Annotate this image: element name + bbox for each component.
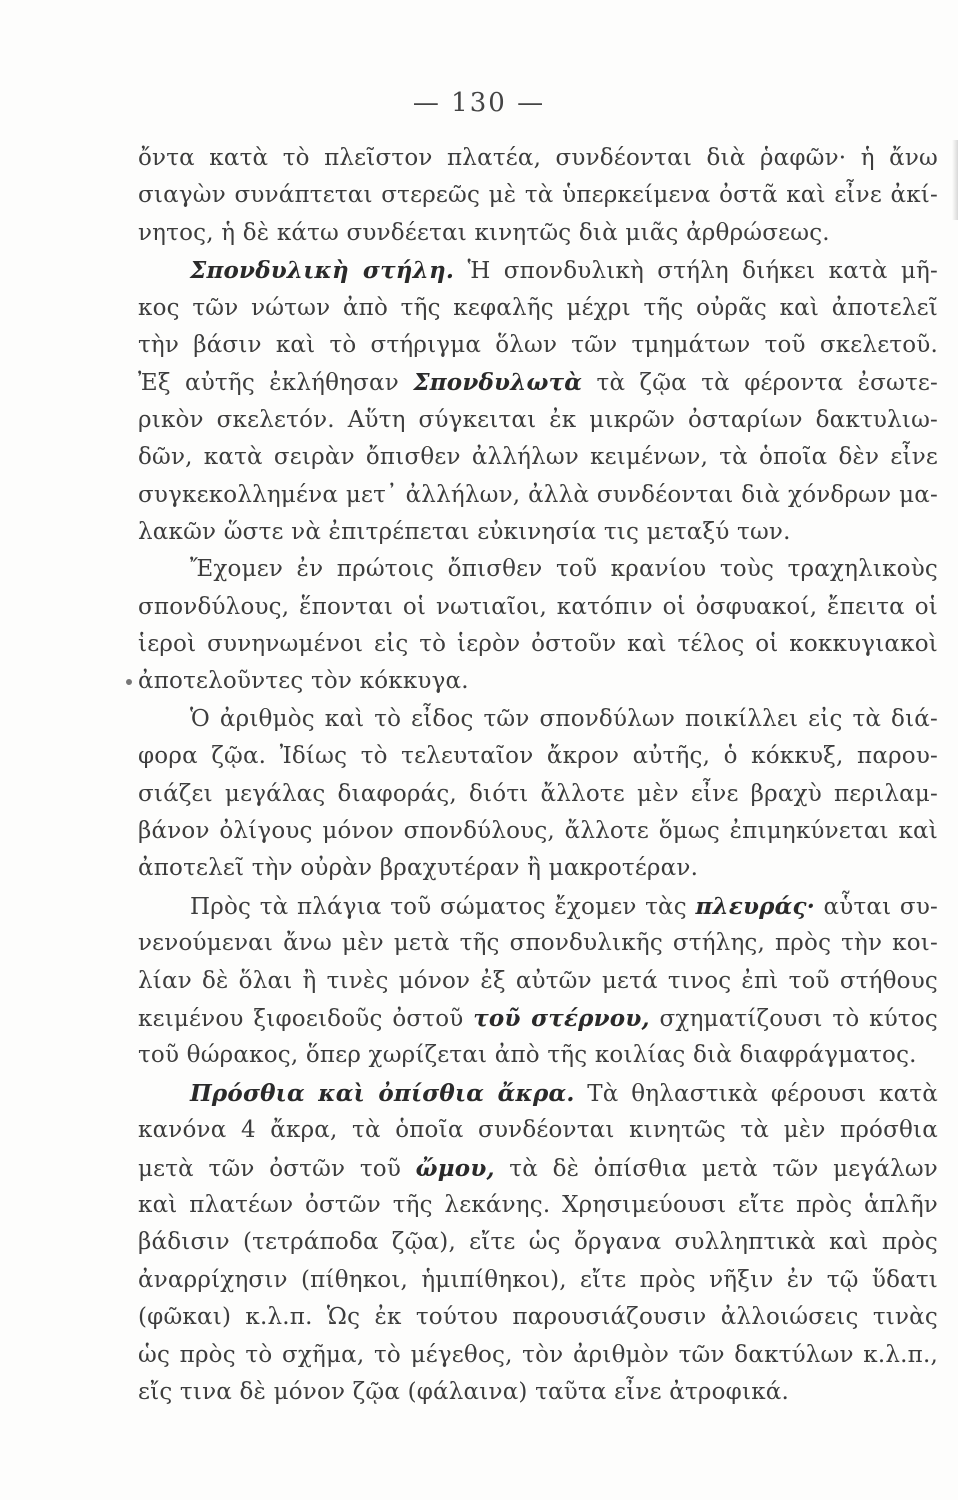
text-segment: Ἐξ αὐτῆς ἐκλήθησαν (138, 370, 414, 397)
text-line (138, 514, 938, 551)
text-line (138, 626, 938, 663)
text-line (138, 925, 938, 962)
text-line (138, 1224, 938, 1261)
text-line (138, 1000, 938, 1037)
text-line (138, 701, 938, 738)
text-segment: σιάζει μεγάλας διαφοράς, διότι ἄλλοτε μὲν εἶνε βραχὺ περιλαμ- (138, 780, 938, 807)
margin-mark (126, 679, 132, 685)
text-segment: κος τῶν νώτων ἀπὸ τῆς κεφαλῆς μέχρι τῆς οὐρᾶς καὶ ἀποτελεῖ (138, 294, 938, 321)
text-line (138, 252, 938, 289)
text-line (138, 439, 938, 476)
text-segment: Τὰ θηλαστικὰ φέρουσι κατὰ (574, 1080, 938, 1107)
text-segment: ρικὸν σκελετόν. Αὕτη σύγκειται ἐκ μικρῶν ὀσταρίων δακτυλιω- (138, 406, 938, 433)
text-segment: σχηματίζουσι τὸ κύτος (649, 1005, 938, 1032)
text-line (138, 813, 938, 850)
text-line (138, 1187, 938, 1224)
text-segment: ὄντα κατὰ τὸ πλεῖστον πλατέα, συνδέονται διὰ ῥαφῶν· ἡ ἄνω (138, 145, 938, 171)
text-segment: δῶν, κατὰ σειρὰν ὄπισθεν ἀλλήλων κειμένων, τὰ ὁποῖα δὲν εἶνε (138, 444, 938, 471)
text-segment: Ὁ ἀριθμὸς καὶ τὸ εἶδος τῶν σπονδύλων ποικίλλει εἰς τὰ διά- (190, 705, 938, 732)
text-segment: τοῦ θώρακος, ὅπερ χωρίζεται ἀπὸ τῆς κοιλίας διὰ διαφράγματος. (138, 1042, 917, 1069)
body-text (138, 140, 938, 1411)
text-line (138, 776, 938, 813)
text-segment: λακῶν ὥστε νὰ ἐπιτρέπεται εὐκινησία τις μεταξύ των. (138, 518, 791, 545)
text-segment: κειμένου ξιφοειδοῦς ὀστοῦ (138, 1005, 474, 1032)
text-segment: ἀποτελεῖ τὴν οὐρὰν βραχυτέραν ἢ μακροτέραν. (138, 855, 699, 882)
text-line (138, 140, 938, 177)
text-segment: αὗται συ- (814, 893, 938, 920)
text-line (138, 738, 938, 775)
text-line (138, 1262, 938, 1299)
text-segment: σπονδύλους, ἕπονται οἱ νωτιαῖοι, κατόπιν οἱ ὀσφυακοί, ἔπειτα οἱ (138, 593, 938, 620)
text-line (138, 327, 938, 364)
text-segment: σιαγὼν συνάπτεται στερεῶς μὲ τὰ ὑπερκείμενα ὀστᾶ καὶ εἶνε ἀκί- (138, 182, 938, 209)
text-line (138, 364, 938, 401)
text-segment: τὰ δὲ ὀπίσθια μετὰ τῶν μεγάλων (494, 1155, 938, 1182)
text-segment: τὴν βάσιν καὶ τὸ στήριγμα ὅλων τῶν τμημάτων τοῦ σκελετοῦ. (138, 331, 938, 358)
text-segment: καὶ πλατέων ὀστῶν τῆς λεκάνης. Χρησιμεύουσι εἴτε πρὸς ἁπλῆν (138, 1191, 938, 1218)
text-segment: βάδισιν (τετράποδα ζῷα), εἴτε ὡς ὄργανα συλληπτικὰ καὶ πρὸς (138, 1229, 938, 1256)
text-line (138, 1337, 938, 1374)
emphasized-term: Σπονδυλικὴ στήλη. (190, 257, 455, 285)
page-number: — 130 — (412, 88, 546, 118)
text-line (138, 477, 938, 514)
text-line (138, 663, 938, 700)
text-line (138, 177, 938, 214)
text-segment: ἀναρρίχησιν (πίθηκοι, ἡμιπίθηκοι), εἴτε πρὸς νῆξιν ἐν τῷ ὕδατι (138, 1266, 938, 1293)
text-segment: ὡς πρὸς τὸ σχῆμα, τὸ μέγεθος, τὸν ἀριθμὸν τῶν δακτύλων κ.λ.π., (138, 1341, 938, 1368)
emphasized-term: τοῦ στέρνου, (473, 1004, 650, 1032)
text-line (138, 888, 938, 925)
text-segment: ἱεροὶ συνηνωμένοι εἰς τὸ ἱερὸν ὀστοῦν καὶ τέλος οἱ κοκκυγιακοὶ (138, 631, 938, 658)
text-line (138, 1299, 938, 1336)
text-segment: νητος, ἡ δὲ κάτω συνδέεται κινητῶς διὰ μιᾶς ἀρθρώσεως. (138, 219, 830, 246)
text-line (138, 551, 938, 588)
text-segment: Ἡ σπονδυλικὴ στήλη διήκει κατὰ μῆ- (454, 258, 938, 285)
text-segment: Πρὸς τὰ πλάγια τοῦ σώματος ἔχομεν τὰς (190, 893, 696, 920)
text-segment: τὰ ζῷα τὰ φέροντα ἐσωτε- (582, 370, 938, 397)
text-segment: λίαν δὲ ὅλαι ἢ τινὲς μόνον ἐξ αὐτῶν μετά τινος ἐπὶ τοῦ στήθους (138, 967, 938, 994)
text-line (138, 963, 938, 1000)
text-line (138, 1075, 938, 1112)
text-segment: μετὰ τῶν ὀστῶν τοῦ (138, 1155, 416, 1182)
text-line (138, 1112, 938, 1149)
text-segment: βάνον ὀλίγους μόνον σπονδύλους, ἄλλοτε ὅμως ἐπιμηκύνεται καὶ (138, 818, 938, 845)
text-segment: εἴς τινα δὲ μόνον ζῷα (φάλαινα) ταῦτα εἶνε ἀτροφικά. (138, 1378, 790, 1405)
text-segment: νενούμεναι ἄνω μὲν μετὰ τῆς σπονδυλικῆς στήλης, πρὸς τὴν κοι- (138, 930, 938, 957)
text-segment: κανόνα 4 ἄκρα, τὰ ὁποῖα συνδέονται κινητῶς τὰ μὲν πρόσθια (138, 1117, 938, 1144)
emphasized-term: πλευράς· (695, 892, 815, 920)
text-line (138, 215, 938, 252)
text-line (138, 1037, 938, 1074)
page-edge-shadow (952, 140, 958, 220)
text-segment: συγκεκολλημένα μετ᾿ ἀλλήλων, ἀλλὰ συνδέονται διὰ χόνδρων μα- (138, 481, 938, 508)
emphasized-term: Πρόσθια καὶ ὀπίσθια ἄκρα. (190, 1079, 575, 1107)
text-line (138, 850, 938, 887)
text-line (138, 402, 938, 439)
text-segment: ἀποτελοῦντες τὸν κόκκυγα. (138, 668, 469, 695)
text-line (138, 589, 938, 626)
text-line (138, 290, 938, 327)
text-segment: (φῶκαι) κ.λ.π. Ὡς ἐκ τούτου παρουσιάζουσιν ἀλλοιώσεις τινὰς (138, 1304, 938, 1331)
emphasized-term: ὤμου, (415, 1154, 495, 1182)
text-segment: φορα ζῷα. Ἰδίως τὸ τελευταῖον ἄκρον αὐτῆς, ὁ κόκκυξ, παρου- (138, 743, 938, 770)
text-segment: Ἔχομεν ἐν πρώτοις ὄπισθεν τοῦ κρανίου τοὺς τραχηλικοὺς (190, 556, 938, 583)
text-line (138, 1374, 938, 1411)
emphasized-term: Σπονδυλωτὰ (413, 369, 583, 397)
text-line (138, 1150, 938, 1187)
